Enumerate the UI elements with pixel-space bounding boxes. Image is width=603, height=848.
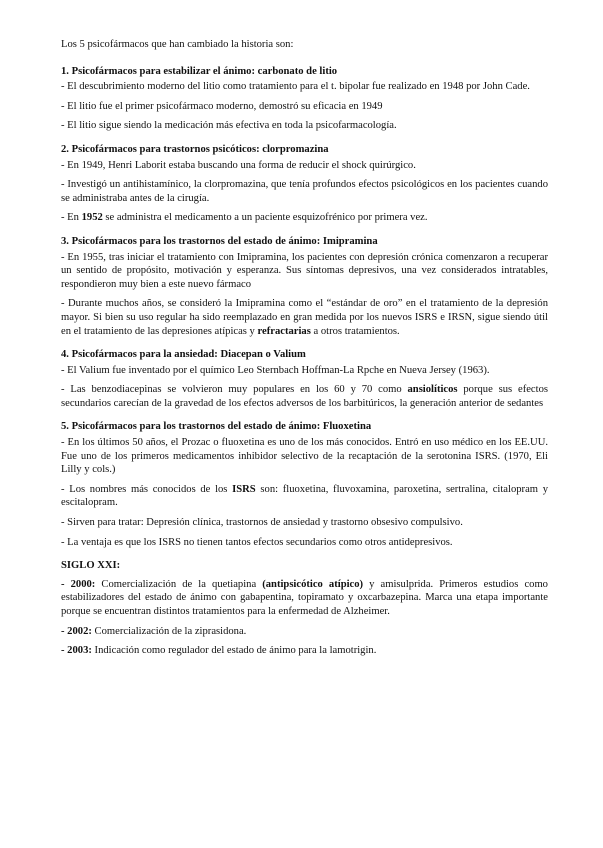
paragraph: - En 1955, tras iniciar el tratamiento con Imipramina, los pacientes con depresión crónica comenzaron a recuperar un sentido de propósito, motivación y esperanza. Sus síntomas depresivos, una vez considerados intratables, respondieron muy bien a este nuevo fármaco — [61, 251, 548, 290]
section-chlorpromazine — [61, 143, 548, 225]
paragraph: - Los nombres más conocidos de los ISRS son: fluoxetina, fluvoxamina, paroxetina, sertralina, citalopram y escitalopram. — [61, 483, 549, 509]
intro-text: Los 5 psicofármacos que han cambiado la historia son: — [61, 39, 294, 50]
section-fluoxetine — [61, 420, 548, 549]
paragraph: - Durante muchos años, se consideró la Imipramina como el “estándar de oro” en el tratamiento de la depresión mayor. Si bien su uso regular ha sido reemplazado en gran medida por los nuevos ISRS e IRSN, sigue siendo útil en el tratamiento de las depresiones atípicas y refractarias a otros tratamientos. — [61, 298, 548, 337]
paragraph: - Las benzodiacepinas se volvieron muy populares en los 60 y 70 como ansiolíticos porque sus efectos secundarios carecían de la gravedad de los efectos adversos de los barbitúricos, la generación anterior de sedantes — [61, 384, 548, 409]
paragraph: - Sirven para tratar: Depresión clínica, trastornos de ansiedad y trastorno obsesivo compulsivo. — [61, 517, 463, 529]
document-page — [61, 38, 548, 668]
paragraph: - En 1949, Henri Laborit estaba buscando una forma de reducir el shock quirúrgico. — [61, 159, 416, 171]
section-heading: SIGLO XXI: — [61, 560, 121, 572]
section-heading: 3. Psicofármacos para los trastornos del estado de ánimo: Imipramina — [61, 235, 378, 247]
paragraph: - 2003: Indicación como regulador del estado de ánimo para la lamotrigin. — [61, 645, 377, 657]
section-diazepam — [61, 348, 548, 410]
paragraph: - En los últimos 50 años, el Prozac o fluoxetina es uno de los más conocidos. Entró en uso médico en los EE.UU. Fue uno de los primeros medicamentos inhibidor selectivo de la recaptación de la serotonina ISRS. (1970, Eli Lilly y cols.) — [61, 437, 548, 476]
paragraph: - El Valium fue inventado por el químico Leo Sternbach Hoffman-La Rpche en Nueva Jersey (1963). — [61, 364, 490, 376]
paragraph: - El descubrimiento moderno del litio como tratamiento para el t. bipolar fue realizado en 1948 por John Cade. — [61, 81, 530, 93]
section-heading: 2. Psicofármacos para trastornos psicóticos: clorpromazina — [61, 143, 329, 155]
paragraph: - Investigó un antihistamínico, la clorpromazina, que tenía profundos efectos psicológicos en los pacientes cuando se administraba antes de la cirugía. — [61, 179, 548, 204]
paragraph: - 2000: Comercialización de la quetiapina (antipsicótico atípico) y amisulprida. Primeros estudios como estabilizadores del estado de ánimo con gabapentina, topiramato y oxcarbazepina. Marca una etapa importante porque se encuentran distintos tratamientos para la enfermedad de Alzheimer. — [61, 578, 548, 617]
section-siglo-xxi — [61, 559, 548, 658]
paragraph: - 2002: Comercialización de la ziprasidona. — [61, 625, 247, 637]
paragraph: - El litio sigue siendo la medicación más efectiva en toda la psicofarmacología. — [61, 120, 397, 132]
section-imipramine — [61, 235, 548, 338]
section-lithium — [61, 65, 548, 133]
section-heading: 5. Psicofármacos para los trastornos del estado de ánimo: Fluoxetina — [61, 421, 372, 433]
paragraph: - La ventaja es que los ISRS no tienen tantos efectos secundarios como otros antidepresivos. — [61, 536, 453, 548]
section-heading: 1. Psicofármacos para estabilizar el ánimo: carbonato de litio — [61, 65, 338, 77]
section-heading: 4. Psicofármacos para la ansiedad: Diacepan o Valium — [61, 349, 306, 361]
paragraph: - El litio fue el primer psicofármaco moderno, demostró su eficacia en 1949 — [61, 100, 383, 112]
paragraph: - En 1952 se administra el medicamento a un paciente esquizofrénico por primera vez. — [61, 212, 428, 224]
